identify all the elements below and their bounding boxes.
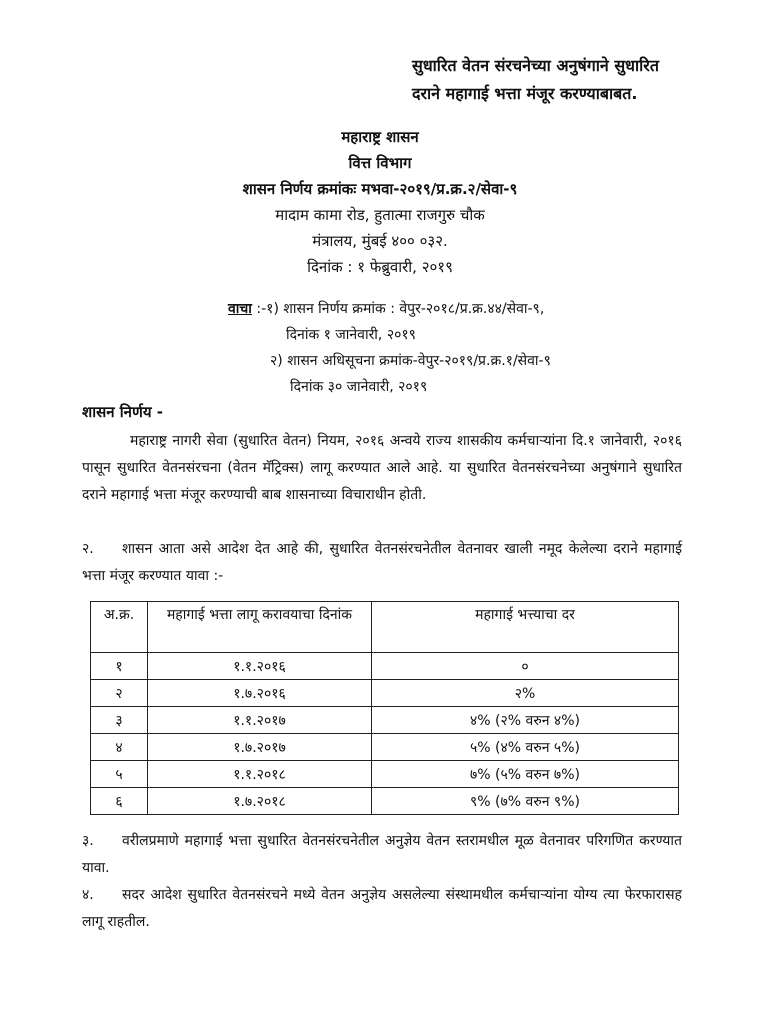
- reference-2-line-1: २) शासन अधिसूचना क्रमांक-वेपुर-२०१९/प्र.क्र.१/सेवा-९: [270, 353, 551, 369]
- paragraph-3: [82, 828, 682, 882]
- table-cell: १.७.२०१६: [148, 680, 372, 707]
- table-cell: ५: [91, 761, 148, 788]
- paragraph-4-number: ४.: [82, 887, 94, 903]
- paragraph-3-text: वरीलप्रमाणे महागाई भत्ता सुधारित वेतनसंरचनेतील अनुज्ञेय वेतन स्तरामधील मूळ वेतनावर परिगणित करण्यात यावा.: [82, 833, 682, 876]
- subject-block: [412, 52, 742, 108]
- table-cell: ९% (७% वरुन ९%): [372, 788, 679, 815]
- table-cell: १.१.२०१६: [148, 653, 372, 680]
- decision-heading: शासन निर्णय -: [82, 403, 163, 421]
- paragraph-2-text: शासन आता असे आदेश देत आहे की, सुधारित वेतनसंरचनेतील वेतनावर खाली नमूद केलेल्या दराने महागाई भत्ता मंजूर करण्यात यावा :-: [82, 541, 682, 584]
- table-header-row: [91, 602, 679, 653]
- references-block: [228, 296, 728, 400]
- table-header: महागाई भत्ता लागू करावयाचा दिनांक: [148, 602, 372, 653]
- table-cell: ०: [372, 653, 679, 680]
- address-line-1: मादाम कामा रोड, हुतात्मा राजगुरु चौक: [275, 206, 485, 224]
- table-cell: १.१.२०१७: [148, 707, 372, 734]
- table-cell: ७% (५% वरुन ७%): [372, 761, 679, 788]
- government-name: महाराष्ट्र शासन: [341, 128, 419, 146]
- table-cell: २%: [372, 680, 679, 707]
- department-name: वित्त विभाग: [348, 154, 412, 172]
- table-row: [91, 680, 679, 707]
- table-cell: १.७.२०१७: [148, 734, 372, 761]
- table-cell: ५% (४% वरुन ५%): [372, 734, 679, 761]
- table-cell: १.१.२०१८: [148, 761, 372, 788]
- table-cell: १.७.२०१८: [148, 788, 372, 815]
- table-row: [91, 653, 679, 680]
- da-rate-table: [90, 601, 679, 815]
- header-block: [150, 124, 610, 280]
- table-cell: ४% (२% वरुन ४%): [372, 707, 679, 734]
- table-header: अ.क्र.: [91, 602, 148, 653]
- table-row: [91, 761, 679, 788]
- paragraph-4: [82, 882, 682, 936]
- gr-number: शासन निर्णय क्रमांकः मभवा-२०१९/प्र.क्र.२/सेवा-९: [242, 180, 518, 198]
- paragraph-4-text: सदर आदेश सुधारित वेतनसंरचने मध्ये वेतन अनुज्ञेय असलेल्या संस्थामधील कर्मचाऱ्यांना योग्य त्या फेरफारासह लागू राहतील.: [82, 887, 682, 930]
- table-cell: ३: [91, 707, 148, 734]
- paragraph-3-number: ३.: [82, 833, 94, 849]
- address-line-2: मंत्रालय, मुंबई ४०० ०३२.: [312, 232, 448, 250]
- paragraph-2-number: २.: [82, 541, 94, 557]
- table-row: [91, 734, 679, 761]
- reference-2-line-2: दिनांक ३० जानेवारी, २०१९: [290, 379, 428, 395]
- references-label: वाचा: [228, 301, 252, 317]
- paragraph-1: [82, 428, 682, 509]
- subject-line-1: सुधारित वेतन संरचनेच्या अनुषंगाने सुधारित: [412, 56, 659, 75]
- table-cell: ६: [91, 788, 148, 815]
- table-cell: २: [91, 680, 148, 707]
- table-row: [91, 788, 679, 815]
- paragraph-2: [82, 536, 682, 590]
- table-cell: ४: [91, 734, 148, 761]
- paragraph-1-text: महाराष्ट्र नागरी सेवा (सुधारित वेतन) नियम, २०१६ अन्वये राज्य शासकीय कर्मचाऱ्यांना दि.१ जानेवारी, २०१६ पासून सुधारित वेतनसंरचना (वेतन मॅट्रिक्स) लागू करण्यात आले आहे. या सुधारित वेतनसंरचनेच्या अनुषंगाने सुधारित दराने महागाई भत्ता मंजूर करण्याची बाब शासनाच्या विचाराधीन होती.: [82, 433, 682, 503]
- table-cell: १: [91, 653, 148, 680]
- table-row: [91, 707, 679, 734]
- issue-date: दिनांक : १ फेब्रुवारी, २०१९: [307, 258, 453, 276]
- reference-1-line-2: दिनांक १ जानेवारी, २०१९: [286, 327, 416, 343]
- subject-line-2: दराने महागाई भत्ता मंजूर करण्याबाबत.: [412, 84, 638, 103]
- table-header: महागाई भत्त्याचा दर: [372, 602, 679, 653]
- reference-1-line-1: :-१) शासन निर्णय क्रमांक : वेपुर-२०१८/प्र.क्र.४४/सेवा-९,: [256, 301, 545, 317]
